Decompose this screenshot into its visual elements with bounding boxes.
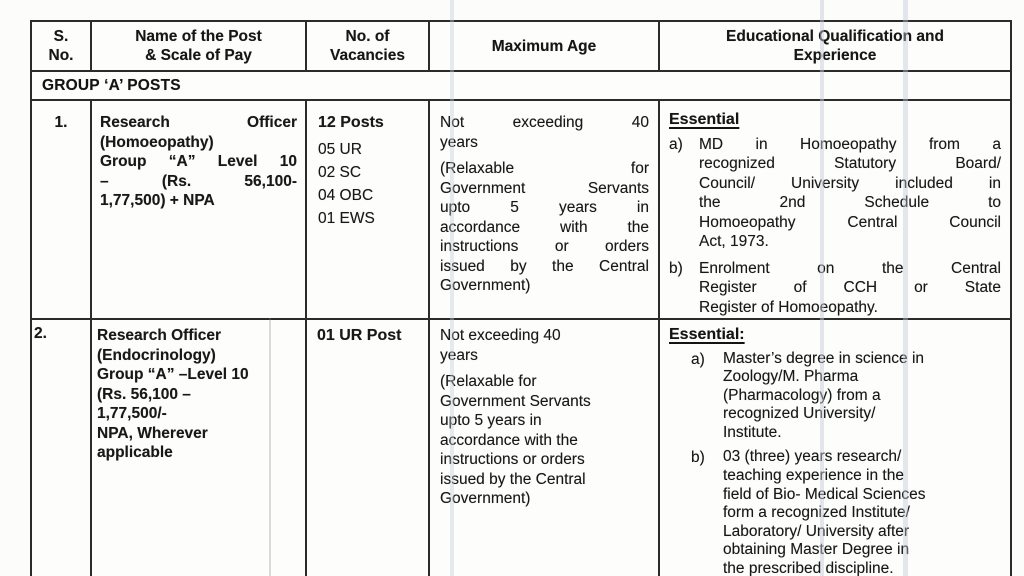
row1-qualification-item-a [669, 135, 1001, 252]
item-b-text: 03 (three) years research/ teaching experience in the field of Bio- Medical Sciences form a recognized Institute/ Laboratory/ University after obtaining Master Degree in the prescribed discipline. [723, 448, 926, 576]
row1-vacancy-breakup: 05 UR 02 SC 04 OBC 01 EWS [318, 140, 375, 227]
row1-sno: 1. [32, 101, 92, 318]
row1-essential-heading: Essential [669, 111, 740, 128]
row2-post-name: Research Officer (Endocrinology) Group “A” –Level 10 (Rs. 56,100 – 1,77,500/- NPA, Wherever applicable [92, 320, 307, 576]
item-a-label: a) [669, 135, 683, 153]
row2-vacancies [307, 320, 430, 576]
row2-qualification-item-a [669, 350, 1001, 443]
row1-vacancy-total: 12 Posts [318, 114, 384, 131]
row1-qualification [660, 101, 1010, 318]
item-b-label: b) [691, 449, 705, 467]
row2-qualification [660, 320, 1010, 576]
row1-post-name: Research Officer (Homoeopathy) Group “A” Level 10 – (Rs. 56,100- 1,77,500) + NPA [92, 101, 307, 318]
row1-vacancies [307, 101, 430, 318]
header-cell-max-age: Maximum Age [430, 22, 660, 70]
header-cell-vacancies: No. of Vacancies [307, 22, 430, 70]
table-row-1 [32, 101, 1010, 320]
table-header-row [32, 22, 1010, 72]
item-a-text: Master’s degree in science in Zoology/M. Pharma (Pharmacology) from a recognized University/ Institute. [723, 349, 925, 441]
header-cell-post-name: Name of the Post & Scale of Pay [92, 22, 307, 70]
row2-max-age [430, 320, 660, 576]
row2-vacancy-total: 01 UR Post [317, 327, 402, 344]
row1-qualification-item-b [669, 259, 1001, 318]
item-b-text: Enrolment on the Central Register of CCH or State Register of Homoeopathy. [699, 259, 1001, 316]
table-row-2 [32, 320, 1010, 576]
row2-age-limit: Not exceeding 40 years [440, 327, 561, 364]
row2-qualification-item-b [669, 448, 1001, 576]
header-cell-qualification: Educational Qualification and Experience [726, 28, 944, 64]
row2-age-relaxation: (Relaxable for Government Servants upto 5 years in accordance with the instructions or orders issued by the Central Government) [440, 373, 591, 507]
row1-age-relaxation: (Relaxable for Government Servants upto 5 years in accordance with the instructions or orders issued by the Central Government) [440, 160, 649, 294]
row1-age-limit: Not exceeding 40 years [440, 114, 649, 151]
group-title: GROUP ‘A’ POSTS [42, 76, 181, 94]
recruitment-table [30, 20, 1012, 576]
header-cell-sno: S. No. [32, 22, 92, 70]
row2-sno: 2. [32, 320, 92, 576]
row1-max-age [430, 101, 660, 318]
item-b-label: b) [669, 259, 683, 277]
row2-essential-heading: Essential: [669, 326, 745, 343]
group-a-posts-row [32, 72, 1010, 101]
item-a-label: a) [691, 350, 705, 368]
item-a-text: MD in Homoeopathy from a recognized Statutory Board/ Council/ University included in the 2nd Schedule to Homoeopathy Central Council Act, 1973. [699, 135, 1001, 250]
